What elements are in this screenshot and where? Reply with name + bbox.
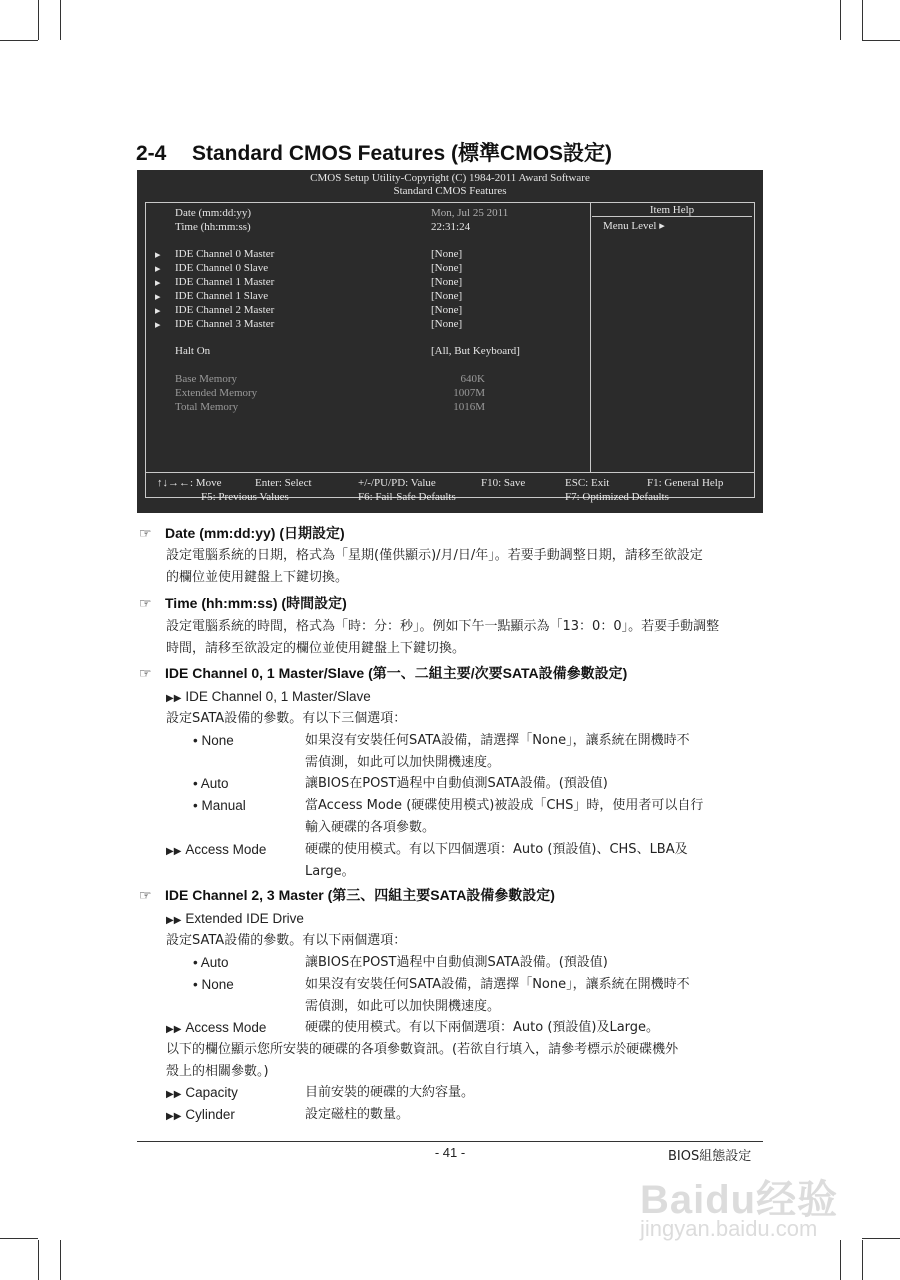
submenu-arrow-icon: ▸ <box>155 291 161 303</box>
bios-item-extended-memory <box>151 387 581 401</box>
bios-item-value: [All, But Keyboard] <box>431 345 520 357</box>
ide01-option-auto: • Auto <box>193 776 229 791</box>
page-number: - 41 - <box>434 1145 466 1160</box>
time-heading <box>139 593 347 613</box>
bios-item-label: Total Memory <box>175 401 239 413</box>
section-title: Standard CMOS Features (標準CMOS設定) <box>192 142 613 165</box>
bios-screenshot <box>137 170 763 513</box>
section-heading <box>136 137 612 167</box>
double-arrow-icon: ▶▶ <box>166 846 182 857</box>
bios-item-value: 1007M <box>453 387 485 399</box>
bios-item-value: [None] <box>431 318 463 330</box>
bios-item-value: [None] <box>431 290 463 302</box>
ide01-none-desc1: 如果沒有安裝任何SATA設備，請選擇「None」，讓系統在開機時不 <box>305 733 690 748</box>
bios-item-value: 640K <box>460 373 485 385</box>
bios-item-label: Time (hh:mm:ss) <box>175 221 251 233</box>
bios-item-value: [None] <box>431 248 463 260</box>
bios-item-label: Extended Memory <box>175 387 258 399</box>
ide23-sub-label: Extended IDE Drive <box>185 911 304 926</box>
bios-item-value: [None] <box>431 304 463 316</box>
bios-item-base-memory <box>151 373 581 387</box>
bios-item-label: Halt On <box>175 345 211 357</box>
capacity-desc: 目前安裝的硬碟的大約容量。 <box>305 1085 475 1100</box>
ide23-intro: 設定SATA設備的參數。有以下兩個選項： <box>166 933 407 948</box>
cylinder-label: Cylinder <box>185 1107 235 1122</box>
bios-item-value: Mon, Jul 25 2011 <box>431 207 509 219</box>
ide01-option-none: • None <box>193 733 234 748</box>
bios-item-time[interactable] <box>151 221 581 235</box>
ide01-access-label: Access Mode <box>185 842 267 857</box>
submenu-arrow-icon: ▸ <box>155 305 161 317</box>
ide01-sub-heading <box>166 689 371 704</box>
capacity-label: Capacity <box>185 1085 238 1100</box>
bios-item-halt-on[interactable] <box>151 345 581 359</box>
bios-item-date[interactable] <box>151 207 581 221</box>
bios-item-label: IDE Channel 0 Slave <box>175 262 269 274</box>
bios-item-ide0-slave[interactable] <box>151 262 581 276</box>
date-title: Date (mm:dd:yy) (日期設定) <box>165 525 345 541</box>
key-f5: F5: Previous Values <box>201 491 289 503</box>
key-esc: ESC: Exit <box>565 477 610 489</box>
ide23-sub-heading <box>166 911 304 926</box>
double-arrow-icon: ▶▶ <box>166 1024 182 1035</box>
bios-subtitle: Standard CMOS Features <box>393 185 507 197</box>
double-arrow-icon: ▶▶ <box>166 1111 182 1122</box>
cylinder-desc: 設定磁柱的數量。 <box>305 1107 410 1122</box>
bios-item-ide0-master[interactable] <box>151 248 581 262</box>
date-heading <box>139 523 345 543</box>
submenu-arrow-icon: ▸ <box>155 263 161 275</box>
ide23-access-desc: 硬碟的使用模式。有以下兩個選項：Auto (預設值)及Large。 <box>305 1020 660 1035</box>
capacity-heading <box>166 1085 238 1100</box>
key-f7: F7: Optimized Defaults <box>565 491 669 503</box>
ide23-option-auto: • Auto <box>193 955 229 970</box>
pointing-hand-icon: ☞ <box>139 595 152 611</box>
ide01-option-manual: • Manual <box>193 798 246 813</box>
pointing-hand-icon: ☞ <box>139 525 152 541</box>
ide23-info-line1: 以下的欄位顯示您所安裝的硬碟的各項參數資訊。(若欲自行填入，請參考標示於硬碟機外 <box>166 1042 679 1057</box>
cylinder-heading <box>166 1107 235 1122</box>
ide23-access-heading <box>166 1020 266 1035</box>
bios-item-label: IDE Channel 0 Master <box>175 248 275 260</box>
key-f6: F6: Fail-Safe Defaults <box>358 491 456 503</box>
bios-item-label: IDE Channel 1 Slave <box>175 290 269 302</box>
bios-item-label: IDE Channel 1 Master <box>175 276 275 288</box>
ide23-info-line2: 殼上的相關參數。) <box>166 1064 269 1079</box>
chapter-title: BIOS組態設定 <box>668 1149 752 1164</box>
bios-item-total-memory <box>151 401 581 415</box>
ide01-title: IDE Channel 0, 1 Master/Slave (第一、二組主要/次要SATA設備參數設定) <box>165 665 628 681</box>
bios-item-ide1-slave[interactable] <box>151 290 581 304</box>
watermark-url: jingyan.baidu.com <box>640 1216 818 1241</box>
ide01-sub-label: IDE Channel 0, 1 Master/Slave <box>185 689 371 704</box>
watermark-logo: Baidu经验 <box>640 1178 839 1222</box>
pointing-hand-icon: ☞ <box>139 665 152 681</box>
pointing-hand-icon: ☞ <box>139 887 152 903</box>
ide23-title: IDE Channel 2, 3 Master (第三、四組主要SATA設備參數設定) <box>165 887 555 903</box>
ide01-access-heading <box>166 842 266 857</box>
ide23-option-none: • None <box>193 977 234 992</box>
double-arrow-icon: ▶▶ <box>166 915 182 926</box>
bios-item-value: [None] <box>431 262 463 274</box>
submenu-arrow-icon: ▸ <box>155 277 161 289</box>
ide23-auto-desc: 讓BIOS在POST過程中自動偵測SATA設備。(預設值) <box>305 955 608 970</box>
submenu-arrow-icon: ▸ <box>155 319 161 331</box>
ide23-heading <box>139 885 555 905</box>
section-number: 2-4 <box>136 142 167 165</box>
ide01-intro: 設定SATA設備的參數。有以下三個選項： <box>166 711 407 726</box>
bios-item-value: [None] <box>431 276 463 288</box>
bios-item-label: Base Memory <box>175 373 238 385</box>
date-desc-line2: 的欄位並使用鍵盤上下鍵切換。 <box>166 570 349 585</box>
ide01-none-desc2: 需偵測，如此可以加快開機速度。 <box>305 755 501 770</box>
ide23-none-desc1: 如果沒有安裝任何SATA設備，請選擇「None」，讓系統在開機時不 <box>305 977 690 992</box>
item-help-label: Item Help <box>649 204 695 216</box>
ide23-none-desc2: 需偵測，如此可以加快開機速度。 <box>305 999 501 1014</box>
bios-item-value: 22:31:24 <box>431 221 471 233</box>
footer-rule <box>137 1141 763 1142</box>
key-f1: F1: General Help <box>647 477 724 489</box>
ide23-access-label: Access Mode <box>185 1020 267 1035</box>
time-title: Time (hh:mm:ss) (時間設定) <box>165 595 347 611</box>
key-f10: F10: Save <box>481 477 526 489</box>
bios-item-label: IDE Channel 3 Master <box>175 318 275 330</box>
bios-item-value: 1016M <box>453 401 485 413</box>
key-move: ↑↓→←: Move <box>157 477 222 489</box>
double-arrow-icon: ▶▶ <box>166 693 182 704</box>
ide01-heading <box>139 663 627 683</box>
bios-divider-vertical <box>590 202 591 472</box>
time-desc-line2: 時間，請移至欲設定的欄位並使用鍵盤上下鍵切換。 <box>166 641 466 656</box>
bios-divider-horizontal <box>145 472 755 473</box>
bios-item-label: Date (mm:dd:yy) <box>175 207 252 219</box>
bios-title: CMOS Setup Utility-Copyright (C) 1984-2011 Award Software <box>310 172 590 184</box>
double-arrow-icon: ▶▶ <box>166 1089 182 1100</box>
ide01-manual-desc1: 當Access Mode (硬碟使用模式)被設成「CHS」時，使用者可以自行 <box>305 798 704 813</box>
submenu-arrow-icon: ▸ <box>155 249 161 261</box>
bios-item-ide3-master[interactable] <box>151 318 581 332</box>
ide01-access-desc1: 硬碟的使用模式。有以下四個選項：Auto (預設值)、CHS、LBA及 <box>305 842 688 857</box>
time-desc-line1: 設定電腦系統的時間，格式為「時：分：秒」。例如下午一點顯示為「13：0：0」。若要手動調整 <box>166 619 720 634</box>
ide01-auto-desc: 讓BIOS在POST過程中自動偵測SATA設備。(預設值) <box>305 776 608 791</box>
bios-item-ide1-master[interactable] <box>151 276 581 290</box>
menu-level-label: Menu Level ▸ <box>603 220 665 232</box>
bios-item-ide2-master[interactable] <box>151 304 581 318</box>
ide01-access-desc2: Large。 <box>305 864 355 879</box>
key-value: +/-/PU/PD: Value <box>358 477 436 489</box>
date-desc-line1: 設定電腦系統的日期，格式為「星期(僅供顯示)/月/日/年」。若要手動調整日期，請移至欲設定 <box>166 548 703 563</box>
bios-item-label: IDE Channel 2 Master <box>175 304 275 316</box>
key-enter: Enter: Select <box>255 477 312 489</box>
ide01-manual-desc2: 輸入硬碟的各項參數。 <box>305 820 436 835</box>
